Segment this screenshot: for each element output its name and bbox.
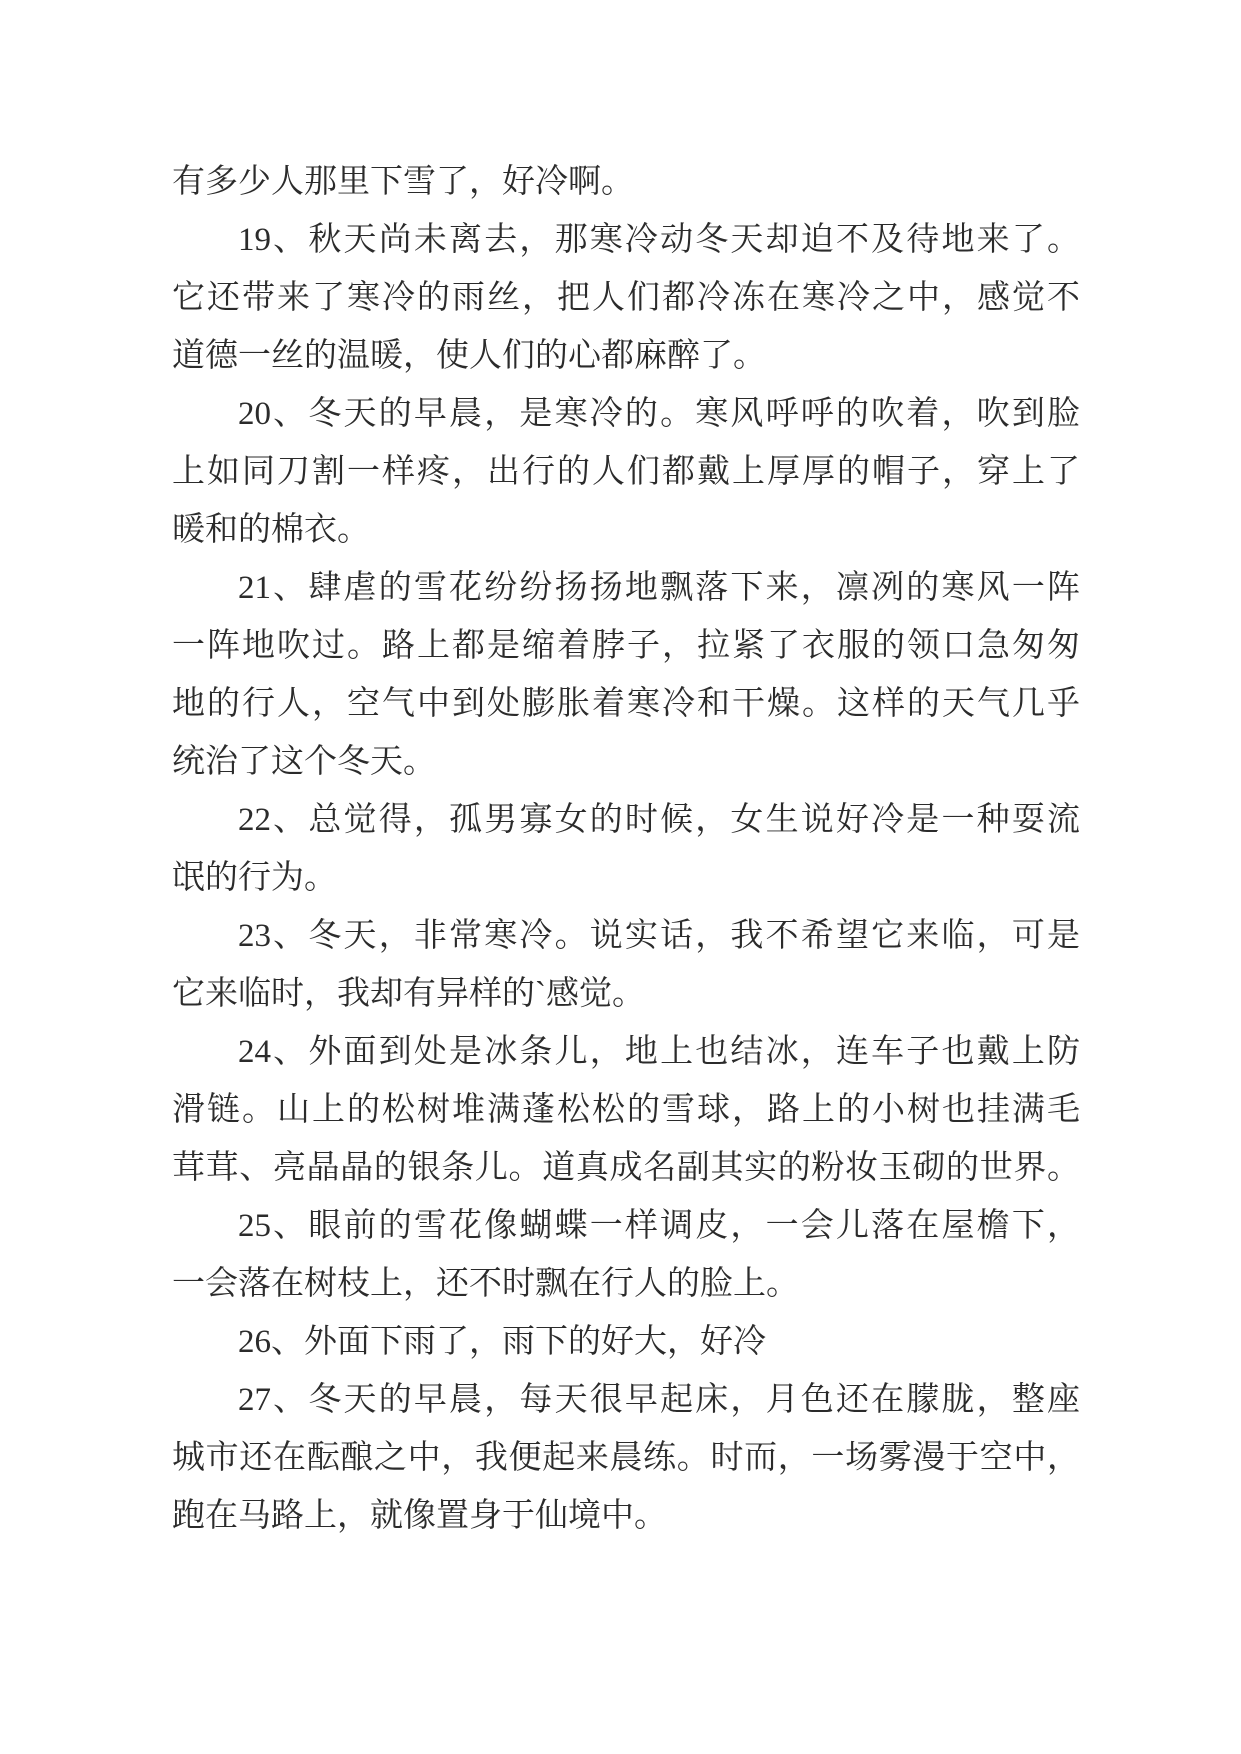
text-line: 25、眼前的雪花像蝴蝶一样调皮，一会儿落在屋檐下， <box>238 1208 1080 1244</box>
text-line: 19、秋天尚未离去，那寒冷动冬天却迫不及待地来了。 <box>238 222 1080 258</box>
text-line: 22、总觉得，孤男寡女的时候，女生说好冷是一种耍流 <box>238 802 1080 838</box>
text-line: 21、肆虐的雪花纷纷扬扬地飘落下来，凛冽的寒风一阵 <box>238 570 1080 606</box>
paragraph <box>172 211 1080 385</box>
paragraph <box>172 1313 1080 1371</box>
text-line: 有多少人那里下雪了，好冷啊。 <box>172 164 634 200</box>
text-line: 上如同刀割一样疼，出行的人们都戴上厚厚的帽子，穿上了 <box>172 454 1080 490</box>
text-line: 26、外面下雨了，雨下的好大，好冷 <box>238 1324 766 1360</box>
text-line: 暖和的棉衣。 <box>172 512 370 548</box>
text-line: 一阵地吹过。路上都是缩着脖子，拉紧了衣服的领口急匆匆 <box>172 628 1080 664</box>
paragraph <box>172 385 1080 559</box>
text-line: 地的行人，空气中到处膨胀着寒冷和干燥。这样的天气几乎 <box>172 686 1080 722</box>
text-line: 27、冬天的早晨，每天很早起床，月色还在朦胧，整座 <box>238 1382 1080 1418</box>
text-line: 23、冬天，非常寒冷。说实话，我不希望它来临，可是 <box>238 918 1080 954</box>
paragraph <box>172 153 1080 211</box>
paragraph <box>172 1197 1080 1313</box>
text-line: 一会落在树枝上，还不时飘在行人的脸上。 <box>172 1266 799 1302</box>
text-line: 它来临时，我却有异样的`感觉。 <box>172 976 645 1012</box>
text-line: 茸茸、亮晶晶的银条儿。道真成名副其实的粉妆玉砌的世界。 <box>172 1150 1080 1186</box>
text-line: 跑在马路上，就像置身于仙境中。 <box>172 1498 667 1534</box>
paragraph <box>172 1023 1080 1197</box>
text-line: 它还带来了寒冷的雨丝，把人们都冷冻在寒冷之中，感觉不 <box>172 280 1080 316</box>
text-line: 20、冬天的早晨，是寒冷的。寒风呼呼的吹着，吹到脸 <box>238 396 1080 432</box>
text-line: 城市还在酝酿之中，我便起来晨练。时而，一场雾漫于空中， <box>172 1440 1080 1476</box>
text-line: 24、外面到处是冰条儿，地上也结冰，连车子也戴上防 <box>238 1034 1080 1070</box>
paragraph <box>172 791 1080 907</box>
paragraph <box>172 559 1080 791</box>
text-content <box>172 153 1080 1545</box>
text-line: 统治了这个冬天。 <box>172 744 436 780</box>
text-line: 道德一丝的温暖，使人们的心都麻醉了。 <box>172 338 766 374</box>
text-line: 滑链。山上的松树堆满蓬松松的雪球，路上的小树也挂满毛 <box>172 1092 1080 1128</box>
text-line: 氓的行为。 <box>172 860 337 896</box>
paragraph <box>172 907 1080 1023</box>
paragraph <box>172 1371 1080 1545</box>
